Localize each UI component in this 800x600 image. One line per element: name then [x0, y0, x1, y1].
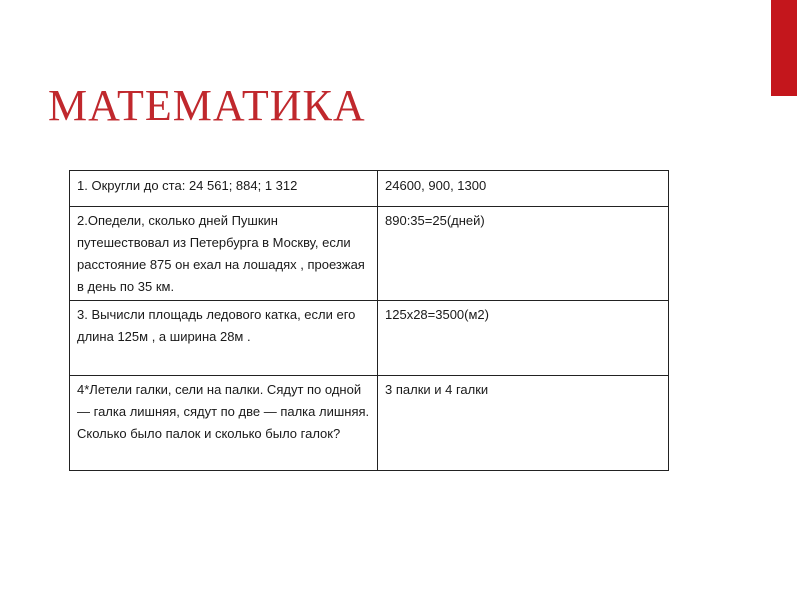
table-row: [70, 301, 669, 376]
tasks-table: [69, 170, 669, 471]
answer-cell: 24600, 900, 1300: [378, 171, 669, 207]
accent-bar: [771, 0, 797, 96]
question-cell: 1. Округли до ста: 24 561; 884; 1 312: [70, 171, 378, 207]
question-cell: 4*Летели галки, сели на палки. Сядут по одной — галка лишняя, сядут по две — палка лишняя. Сколько было палок и сколько было галок?: [70, 376, 378, 471]
question-cell: 2.Опедели, сколько дней Пушкин путешествовал из Петербурга в Москву, если расстояние 875 он ехал на лошадях , проезжая в день по 35 км.: [70, 207, 378, 301]
answer-cell: 125х28=3500(м2): [378, 301, 669, 376]
answer-cell: 3 палки и 4 галки: [378, 376, 669, 471]
table-row: [70, 376, 669, 471]
question-cell: 3. Вычисли площадь ледового катка, если его длина 125м , а ширина 28м .: [70, 301, 378, 376]
table-row: [70, 207, 669, 301]
table-row: [70, 171, 669, 207]
slide-title: МАТЕМАТИКА: [48, 81, 366, 130]
answer-cell: 890:35=25(дней): [378, 207, 669, 301]
